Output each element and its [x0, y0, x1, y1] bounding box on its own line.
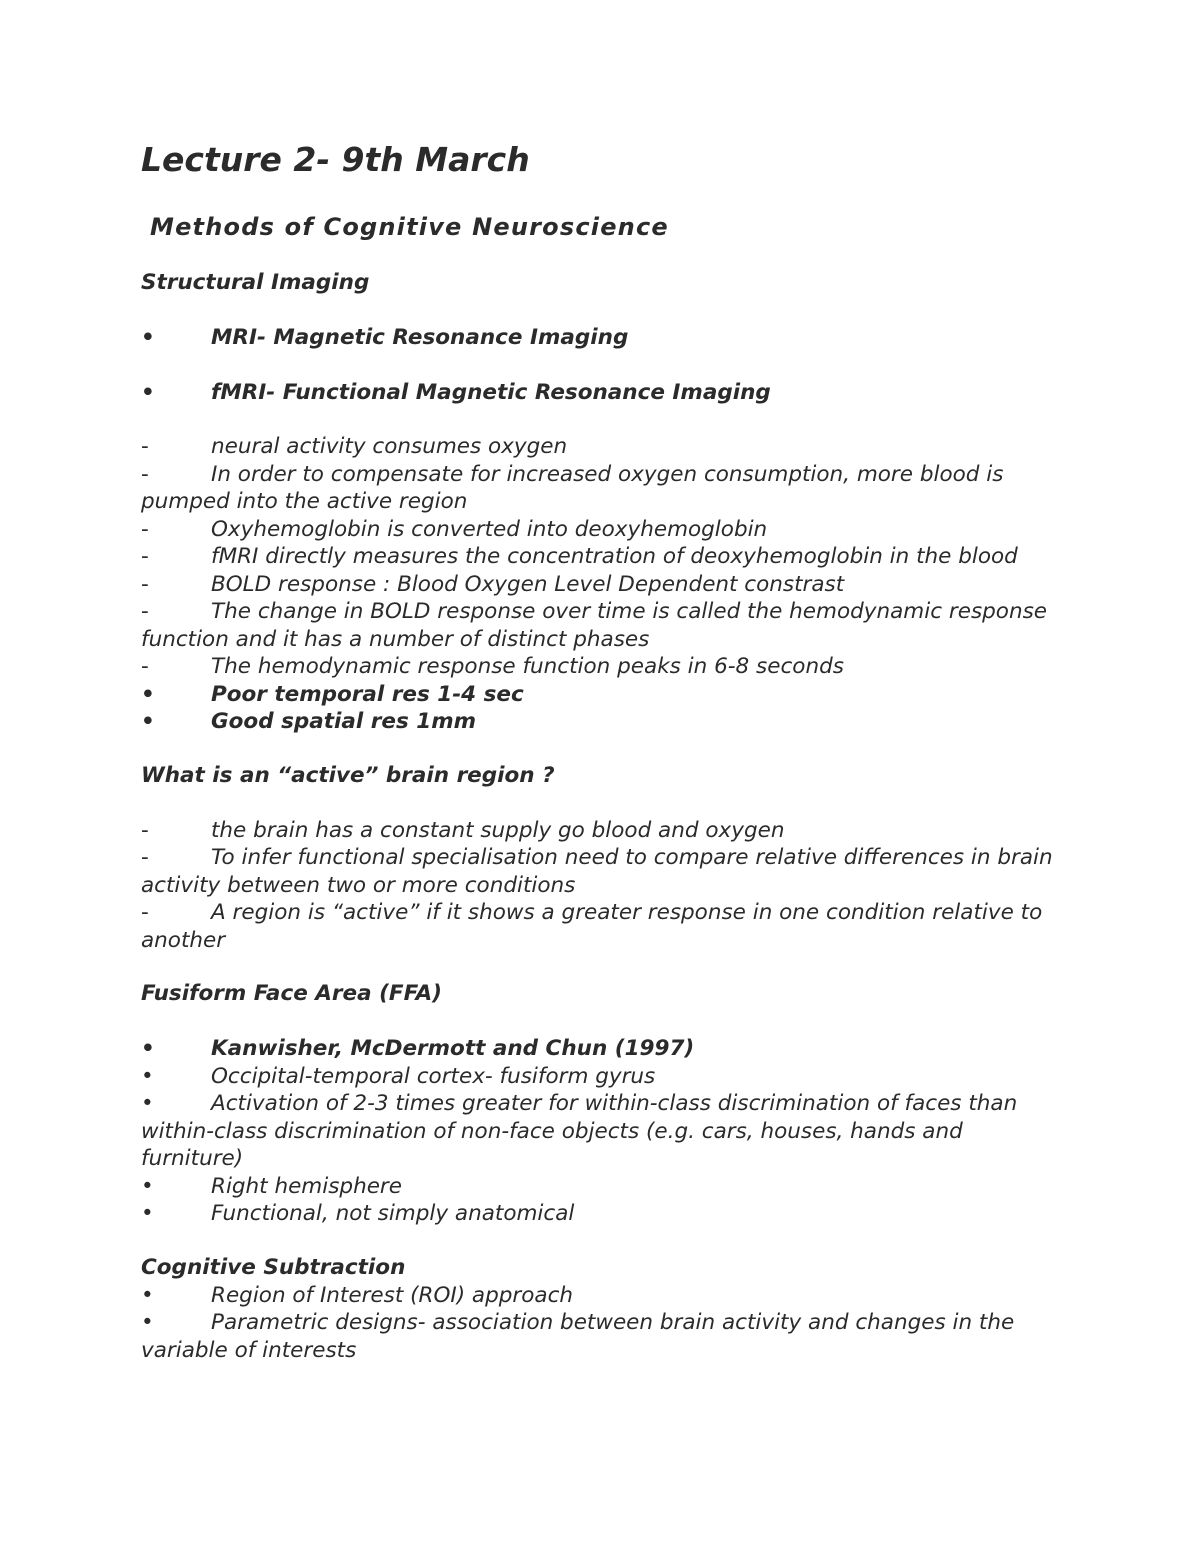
dash-text: To infer functional specialisation need to compare relative differences in brain activity between two or more conditions: [141, 845, 1053, 898]
dash-text: The change in BOLD response over time is called the hemodynamic response function and it has a number of distinct phases: [141, 599, 1048, 652]
dash-text: BOLD response : Blood Oxygen Level Dependent constrast: [211, 571, 845, 597]
bullet-mri: [141, 324, 1061, 352]
dash-item: [141, 543, 1061, 571]
dash-marker: -: [141, 900, 149, 925]
dash-item: [141, 817, 1061, 845]
bullet-text: Occipital-temporal cortex- fusiform gyrus: [211, 1063, 656, 1089]
page-subtitle: Methods of Cognitive Neuroscience: [150, 213, 669, 241]
dash-marker: -: [141, 845, 149, 870]
bullet-marker: •: [141, 379, 155, 405]
dash-item: [141, 844, 1061, 899]
heading-structural-imaging: Structural Imaging: [141, 270, 370, 295]
dash-marker: -: [141, 544, 149, 569]
dash-text: The hemodynamic response function peaks in 6-8 seconds: [211, 654, 844, 679]
dash-marker: -: [141, 817, 149, 843]
dash-marker: -: [141, 461, 149, 487]
dash-item: [141, 598, 1061, 653]
bullet-marker: •: [141, 1282, 154, 1308]
dash-marker: -: [141, 654, 149, 679]
bullet-marker: •: [141, 325, 155, 350]
bullet-marker: •: [141, 709, 155, 734]
document-page: [141, 138, 1061, 1364]
bullet-marker: •: [141, 1173, 154, 1199]
bullet-item: [141, 1090, 1061, 1173]
dash-text: fMRI directly measures the concentration of deoxyhemoglobin in the blood: [211, 544, 1018, 569]
bullet-marker: •: [141, 681, 155, 707]
dash-marker: -: [141, 516, 149, 542]
dash-item: [141, 571, 1061, 599]
bullet-text: Region of Interest (ROI) approach: [211, 1282, 574, 1308]
dash-text: the brain has a constant supply go blood and oxygen: [211, 817, 785, 843]
dash-text: neural activity consumes oxygen: [211, 434, 568, 459]
bullet-item: [141, 681, 1061, 709]
bullet-item: [141, 1200, 1061, 1228]
dash-marker: -: [141, 434, 149, 459]
bullet-marker: •: [141, 1036, 155, 1061]
dash-item: [141, 653, 1061, 681]
bullet-item: [141, 1282, 1061, 1310]
bullet-text: MRI- Magnetic Resonance Imaging: [211, 325, 629, 350]
heading-active-region: What is an “active” brain region ?: [141, 762, 555, 788]
dash-text: In order to compensate for increased oxygen consumption, more blood is pumped into the active region: [141, 461, 1004, 514]
bullet-text: Good spatial res 1mm: [211, 709, 477, 734]
dash-item: [141, 516, 1061, 544]
bullet-text: Functional, not simply anatomical: [211, 1201, 575, 1226]
dash-text: A region is “active” if it shows a greater response in one condition relative to another: [141, 900, 1043, 953]
bullet-item: [141, 1063, 1061, 1091]
bullet-marker: •: [141, 1063, 154, 1089]
dash-text: Oxyhemoglobin is converted into deoxyhemoglobin: [211, 516, 768, 542]
bullet-item: [141, 1309, 1061, 1364]
dash-marker: -: [141, 599, 149, 624]
bullet-item: [141, 708, 1061, 736]
bullet-text: fMRI- Functional Magnetic Resonance Imaging: [211, 379, 771, 405]
heading-ffa: Fusiform Face Area (FFA): [141, 981, 442, 1006]
bullet-item: [141, 1035, 1061, 1063]
dash-marker: -: [141, 571, 149, 597]
bullet-marker: •: [141, 1310, 154, 1335]
bullet-item: [141, 1173, 1061, 1201]
bullet-text: Activation of 2-3 times greater for within-class discrimination of faces than within-class discrimination of non-face objects (e.g. cars, houses, hands and furniture): [141, 1091, 1018, 1171]
bullet-text: Kanwisher, McDermott and Chun (1997): [211, 1036, 695, 1061]
page-title: Lecture 2- 9th March: [141, 140, 530, 179]
dash-item: [141, 433, 1061, 461]
bullet-text: Poor temporal res 1-4 sec: [211, 681, 524, 707]
bullet-marker: •: [141, 1201, 154, 1226]
bullet-text: Parametric designs- association between brain activity and changes in the variable of interests: [141, 1310, 1015, 1363]
heading-cognitive-subtraction: Cognitive Subtraction: [141, 1254, 406, 1280]
bullet-fmri: [141, 379, 1061, 407]
bullet-marker: •: [141, 1091, 154, 1116]
bullet-text: Right hemisphere: [211, 1173, 402, 1199]
dash-item: [141, 899, 1061, 954]
dash-item: [141, 461, 1061, 516]
